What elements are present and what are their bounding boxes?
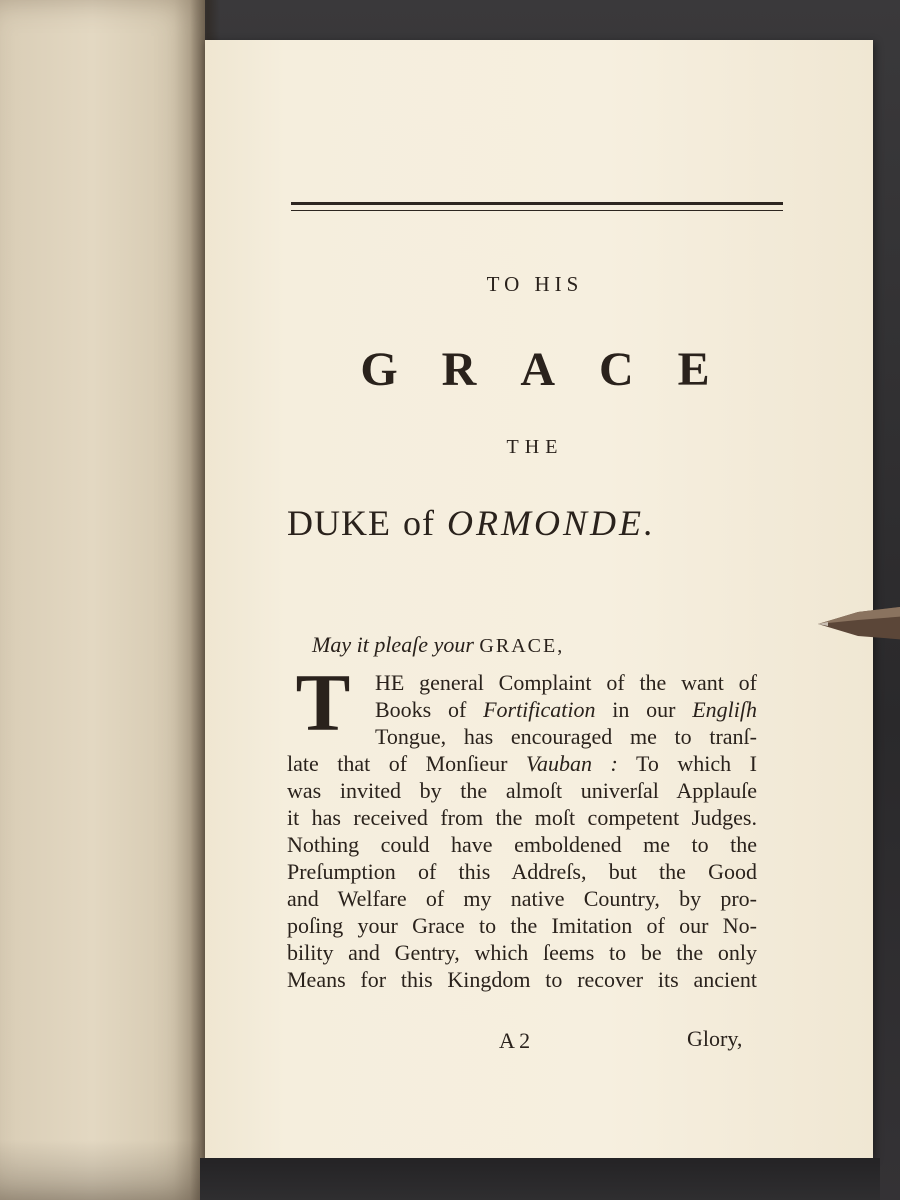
signature-mark: A 2 [499,1028,531,1053]
left-page-bottom-shade [0,1140,200,1200]
body-line [375,697,757,723]
catchword: Glory, [687,1026,743,1051]
body-text: Means for this Kingdom to recover its ancient [287,967,757,992]
body-text: Books of [375,697,484,722]
left-facing-page [0,0,205,1200]
body-line [287,859,757,885]
body-line [287,886,757,912]
body-line [287,805,757,831]
double-rule-thin [291,210,783,211]
body-text: was invited by the almoſt univerſal Applauſe [287,778,757,803]
body-text-italic: Engliſh [692,697,757,722]
body-text: and Welfare of my native Country, by pro- [287,886,757,911]
show-through-text [40,60,58,140]
body-line [375,724,757,750]
salutation-grace: GRACE, [479,635,565,657]
body-text: late that of Monſieur [287,751,527,776]
heading-to-his: TO HIS [486,272,584,296]
body-text: HE general Complaint of the want of [375,670,757,695]
heading-grace: GRACE [360,343,754,396]
body-text: poſing your Grace to the Imitation of our No- [287,913,757,938]
body-line [287,778,757,804]
body-text: it has received from the moſt competent Judges. [287,805,757,830]
bottom-background [200,1158,880,1200]
body-text: To which I [617,751,757,776]
body-line [287,967,757,993]
body-line [287,751,757,777]
body-text: Preſumption of this Addreſs, but the Good [287,859,757,884]
body-line [287,832,757,858]
salutation-italic: May it pleaſe your [312,632,474,657]
body-text: Nothing could have emboldened me to the [287,832,757,857]
body-text: bility and Gentry, which ſeems to be the only [287,940,757,965]
salutation [312,632,564,658]
body-line [287,940,757,966]
body-line [287,913,757,939]
page-pointer-icon [818,598,900,648]
heading-duke [287,502,787,544]
body-text-italic: Fortification [483,697,596,722]
heading-duke-prefix: DUKE of [287,503,447,543]
heading-the: THE [506,436,564,458]
heading-duke-name: ORMONDE. [446,503,656,543]
body-text: Tongue, has encouraged me to tranſ- [375,724,757,749]
body-text-italic: Vauban : [526,751,618,776]
body-text: in our [595,697,693,722]
right-page [205,40,873,1158]
drop-cap: T [295,657,351,748]
double-rule-thick [291,202,783,205]
body-line [375,670,757,696]
